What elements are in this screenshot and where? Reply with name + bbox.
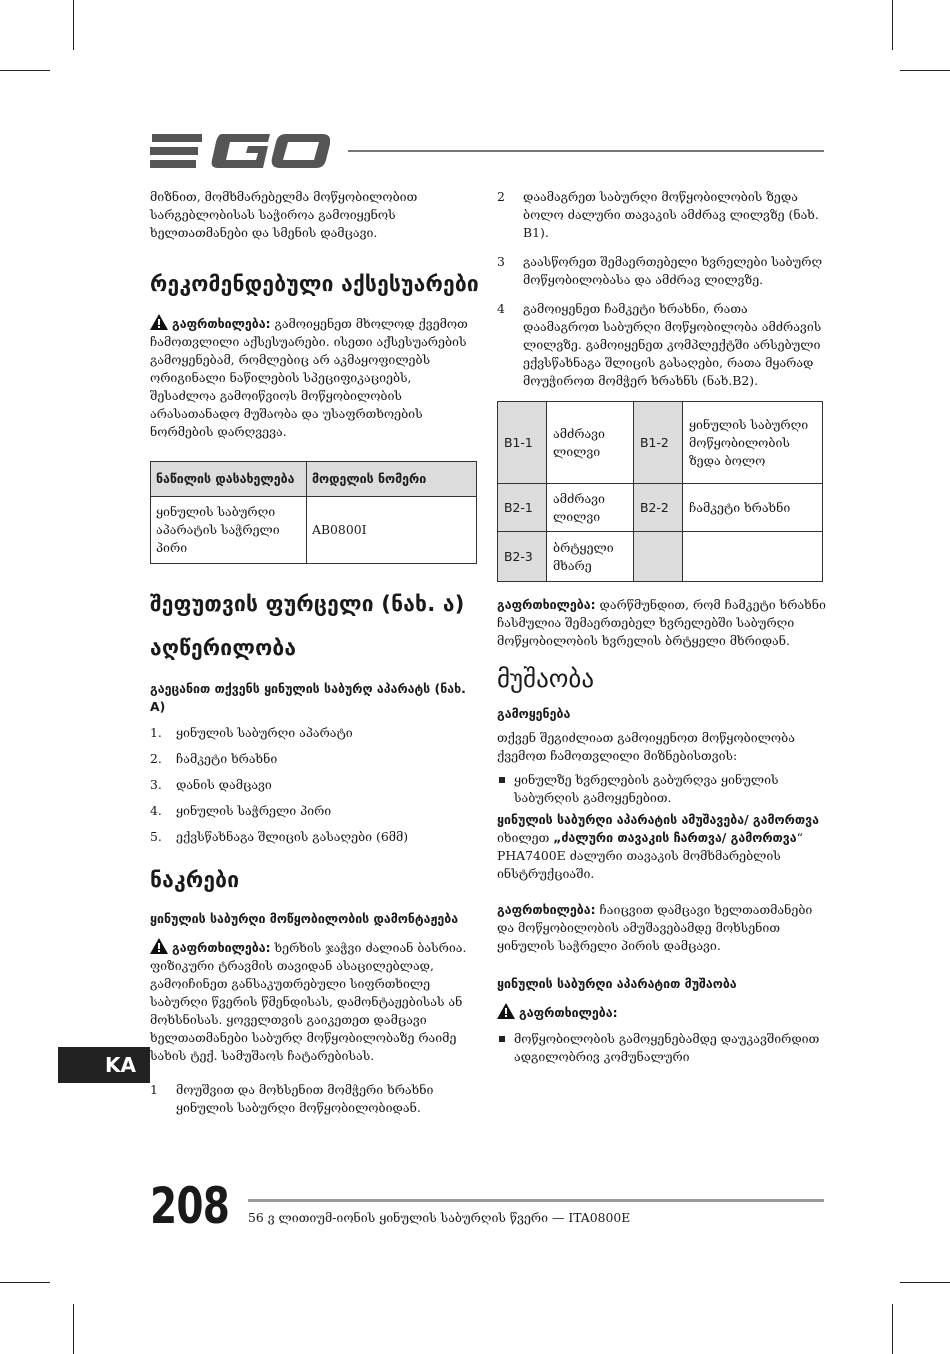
right-column bbox=[497, 188, 827, 1066]
ego-logo bbox=[150, 132, 330, 170]
start-stop-reference: „ძალური თავაკის ჩართვა/ გამორთვა bbox=[553, 830, 797, 845]
operating-bullets bbox=[497, 1030, 827, 1066]
warning-label: გაფრთხილება: bbox=[497, 902, 596, 917]
table-row bbox=[151, 497, 477, 564]
step-item: 3 გაასწორეთ შემაერთებელი ხვრელები საბურღ მოწყობილობასა და ამძრავ ლილვზე. bbox=[497, 254, 823, 287]
warning-label: გაფრთხილება: bbox=[497, 597, 596, 612]
ref-text: ამძრავი ლილვი bbox=[547, 484, 634, 532]
list-item: 5. ექვსწახნაგა შლიცის გასაღები (6მმ) bbox=[150, 829, 409, 844]
assembly-title: ნაკრები bbox=[150, 868, 240, 892]
parts-table bbox=[150, 461, 477, 564]
operation-title: მუშაობა bbox=[497, 664, 595, 693]
use-bullets bbox=[497, 771, 827, 807]
warning-icon bbox=[150, 938, 168, 954]
list-item: 1. ყინულის საბურღი აპარატი bbox=[150, 725, 353, 740]
table-row bbox=[498, 402, 823, 484]
ref-text: ამძრავი ლილვი bbox=[547, 402, 634, 484]
table-row bbox=[498, 532, 823, 582]
step-item: 1 მოუშვით და მოხსენით მომჭერი ხრახნი ყინულის საბურღი მოწყობილობიდან. bbox=[150, 1082, 434, 1115]
list-item: 3. დანის დამცავი bbox=[150, 777, 272, 792]
assembly-steps bbox=[150, 1081, 480, 1117]
crop-mark bbox=[73, 1304, 74, 1354]
accessories-warning bbox=[150, 314, 480, 441]
warning-text: დარწმუნდით, რომ ჩამკეტი ხრახნი ჩასმულია შემაერთებელ ხვრელებში საბურღი მოწყობილობის ხვრელის ბრტყელი მხრიდან. bbox=[497, 597, 826, 648]
assembly-subtitle: ყინულის საბურღი მოწყობილობის დამონტაჟება bbox=[150, 911, 459, 926]
empty-cell bbox=[634, 532, 683, 582]
warning-text: ჩაიცვით დამცავი ხელთათმანები და მოწყობილობის ამუშავებამდე მოხსენით ყინულის საჭრელი პირის დამცავი. bbox=[497, 902, 813, 953]
ref-text: ჩამკეტი ხრახნი bbox=[683, 484, 823, 532]
table-header-row bbox=[151, 462, 477, 497]
table-row bbox=[498, 484, 823, 532]
fastener-warning bbox=[497, 596, 827, 650]
ref-code: B2-1 bbox=[498, 484, 547, 532]
gloves-warning bbox=[497, 901, 827, 955]
start-stop-instructions: ყინულის საბურღი აპარატის ამუშავება/ გამორთვა იხილეთ „ძალური თავაკის ჩართვა/ გამორთვა“ PHA7400E ძალური თავაკის მომხმარებლის ინსტრუქციაში. bbox=[497, 812, 819, 881]
crop-mark bbox=[900, 1282, 950, 1283]
ref-text: ბრტყელი მხარე bbox=[547, 532, 634, 582]
table-cell: AB0800I bbox=[307, 497, 477, 564]
empty-cell bbox=[683, 532, 823, 582]
step-item: 4 გამოიყენეთ ჩამკეტი ხრახნი, რათა დაამაგროთ საბურღი მოწყობილობა ამძრავის ლილვზე. გამოიყენეთ კომპლექტში არსებული ექვსწახნაგა შლიცის გასაღები, რათა მყარად მოუჭიროთ მომჭერ ხრახნს (ნახ.B2). bbox=[497, 301, 822, 388]
crop-mark bbox=[892, 0, 893, 50]
table-header-cell: ნაწილის დასახელება bbox=[151, 462, 307, 497]
footer-rule bbox=[248, 1199, 824, 1202]
unpacking-title: შეფუთვის ფურცელი (ნახ. ა) bbox=[150, 592, 465, 616]
warning-icon bbox=[150, 314, 168, 330]
table-header-cell: მოდელის ნომერი bbox=[307, 462, 477, 497]
start-stop-title: ყინულის საბურღი აპარატის ამუშავება/ გამორთვა bbox=[497, 812, 819, 827]
warning-label: გაფრთხილება: bbox=[519, 1005, 618, 1020]
warning-icon bbox=[497, 1003, 515, 1019]
header-rule bbox=[348, 150, 824, 152]
list-item: ყინულზე ხვრელების გაბურღვა ყინულის საბურღის გამოყენებით. bbox=[497, 771, 827, 807]
ref-code: B1-2 bbox=[634, 402, 683, 484]
intro-text: მიზნით, მომხმარებელმა მოწყობილობით სარგებლობისას საჭიროა გამოიყენოს ხელთათმანები და სმენის დამცავი. bbox=[150, 189, 418, 240]
crop-mark bbox=[73, 0, 74, 50]
ref-code: B2-2 bbox=[634, 484, 683, 532]
footer-text: 56 ვ ლითიუმ-იონის ყინულის საბურღის წვერი — ITA0800E bbox=[248, 1210, 631, 1225]
use-title: გამოყენება bbox=[497, 706, 571, 721]
warning-text: ხერხის ჯაჭვი ძალიან ბასრია. ფიზიკური ტრავმის თავიდან ასაცილებლად, გამოიჩინეთ განსაკუთრებული სიფრთხილე საბურღი წვერის წმენდისას, დამონტაჟებისას ან მოხსნისას. ყოველთვის გაიკეთეთ დამცავი ხელთათმანები საბურღ მოწყობილობაზე რაიმე სახის ტექ. სამუშაოს ჩატარებისას. bbox=[150, 940, 467, 1063]
list-item: 4. ყინულის საჭრელი პირი bbox=[150, 803, 332, 818]
crop-mark bbox=[900, 70, 950, 71]
description-title: აღწერილობა bbox=[150, 636, 297, 660]
warning-label: გაფრთხილება: bbox=[172, 316, 271, 331]
list-item: 2. ჩამკეტი ხრახნი bbox=[150, 751, 278, 766]
figure-reference-table bbox=[497, 401, 823, 582]
ref-code: B1-1 bbox=[498, 402, 547, 484]
page-number: 208 bbox=[150, 1177, 230, 1235]
operating-warning bbox=[497, 1003, 827, 1022]
language-tab: KA bbox=[58, 1047, 150, 1083]
crop-mark bbox=[892, 1304, 893, 1354]
know-your-tool-title: გაეცანით თქვენს ყინულის საბურღ აპარატს (ნახ. A) bbox=[150, 681, 466, 714]
accessories-title: რეკომენდებული აქსესუარები bbox=[150, 272, 479, 296]
parts-list bbox=[150, 724, 480, 846]
left-column bbox=[150, 188, 480, 1128]
crop-mark bbox=[0, 70, 50, 71]
crop-mark bbox=[0, 1282, 50, 1283]
warning-label: გაფრთხილება: bbox=[172, 940, 271, 955]
operating-title: ყინულის საბურღი აპარატით მუშაობა bbox=[497, 976, 737, 991]
ref-code: B2-3 bbox=[498, 532, 547, 582]
assembly-steps-continued bbox=[497, 188, 827, 390]
step-item: 2 დაამაგრეთ საბურღი მოწყობილობის ზედა ბოლო ძალური თავაკის ამძრავ ლილვზე (ნახ. B1). bbox=[497, 189, 819, 240]
list-item: მოწყობილობის გამოყენებამდე დაუკავშირდით ადგილობრივ კომუნალური bbox=[497, 1030, 827, 1066]
ref-text: ყინულის საბურღი მოწყობილობის ზედა ბოლო bbox=[683, 402, 823, 484]
assembly-warning bbox=[150, 938, 480, 1065]
table-cell: ყინულის საბურღი აპარატის საჭრელი პირი bbox=[151, 497, 307, 564]
use-text: თქვენ შეგიძლიათ გამოიყენოთ მოწყობილობა ქვემოთ ჩამოთვლილი მიზნებისთვის: bbox=[497, 730, 795, 763]
warning-text: გამოიყენეთ მხოლოდ ქვემოთ ჩამოთვლილი აქსესუარები. ისეთი აქსესუარების გამოყენებამ, რომლებიც არ აკმაყოფილებს ორიგინალი ნაწილების სპეციფიკაციებს, შესაძლოა გამოიწვიოს მოწყობილობის არასათანადო მუშაობა და უსაფრთხოების ნორმების დარღვევა. bbox=[150, 316, 468, 439]
